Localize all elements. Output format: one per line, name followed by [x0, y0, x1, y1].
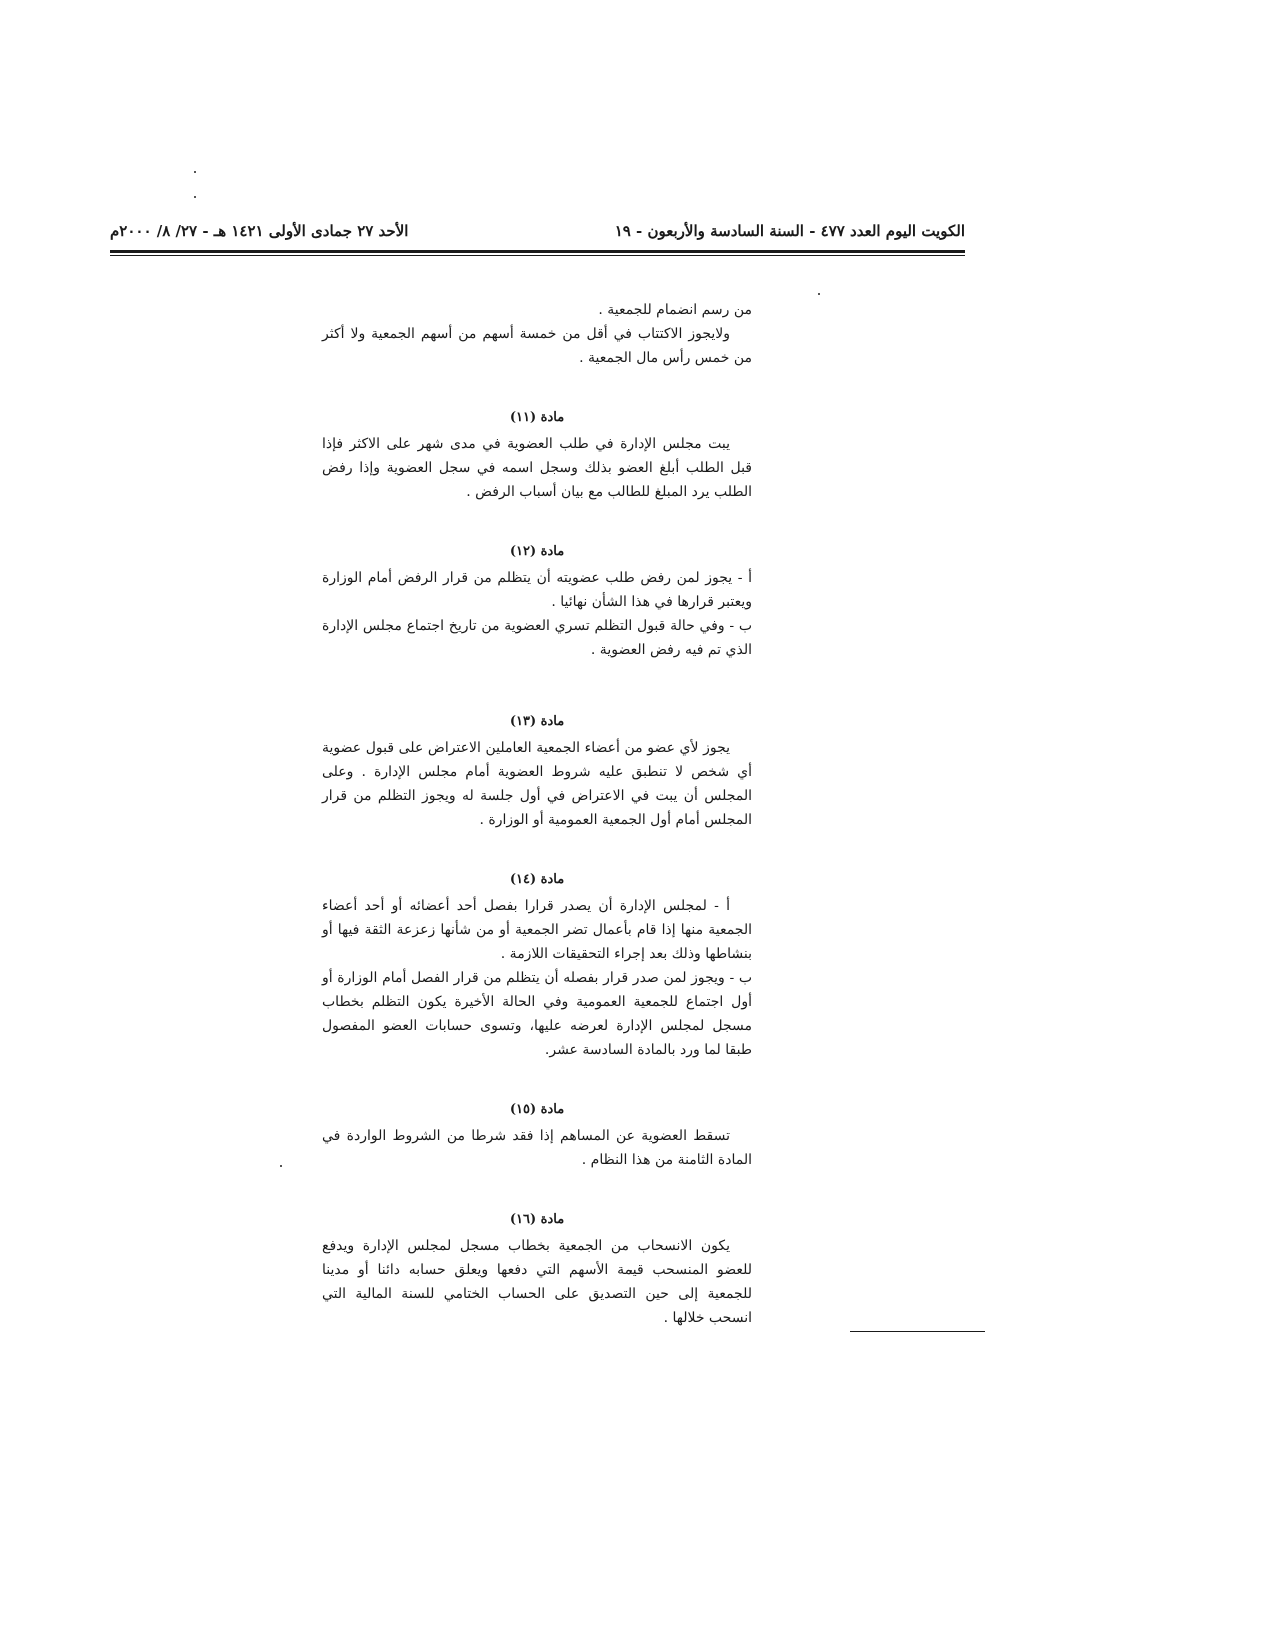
header-rule — [110, 250, 965, 253]
article-14 — [322, 868, 752, 1062]
article-13 — [322, 710, 752, 832]
article-title: مادة (١٤) — [509, 872, 565, 887]
article-paragraph: يجوز لأي عضو من أعضاء الجمعية العاملين الاعتراض على قبول عضوية أي شخص لا تنطبق عليه شروط العضوية أمام مجلس الإدارة . وعلى المجلس أن يبت في الاعتراض في أول جلسة له ويجوز التظلم من قرار المجلس أمام أول الجمعية العمومية أو الوزارة . — [322, 740, 752, 828]
article-paragraph: يكون الانسحاب من الجمعية بخطاب مسجل لمجلس الإدارة ويدفع للعضو المنسحب قيمة الأسهم التي دفعها ويعلق حسابه دائنا أو مدينا للجمعية إلى حين التصديق على الحساب الختامي للسنة المالية التي انسحب خلالها . — [322, 1238, 752, 1326]
article-paragraph: أ - يجوز لمن رفض طلب عضويته أن يتظلم من قرار الرفض أمام الوزارة ويعتبر قرارها في هذا الشأن نهائيا . — [322, 570, 752, 610]
scan-speck — [194, 171, 196, 173]
article-paragraph: تسقط العضوية عن المساهم إذا فقد شرطا من الشروط الواردة في المادة الثامنة من هذا النظام . — [322, 1128, 752, 1168]
article-title: مادة (١٢) — [509, 544, 565, 559]
intro-paragraph: ولايجوز الاكتتاب في أقل من خمسة أسهم من أسهم الجمعية ولا أكثر من خمس رأس مال الجمعية . — [322, 326, 752, 366]
issue-date: الأحد ٢٧ جمادى الأولى ١٤٢١ هـ - ٢٧/ ٨/ ٢٠٠٠م — [110, 222, 409, 240]
article-paragraph: ب - وفي حالة قبول التظلم تسري العضوية من تاريخ اجتماع مجلس الإدارة الذي تم فيه رفض العضوية . — [322, 618, 752, 658]
article-title: مادة (١١) — [509, 410, 565, 425]
publication-info: الكويت اليوم العدد ٤٧٧ - السنة السادسة والأربعون - ١٩ — [614, 222, 965, 240]
article-paragraph: يبت مجلس الإدارة في طلب العضوية في مدى شهر على الاكثر فإذا قبل الطلب أبلغ العضو بذلك وسجل اسمه في سجل العضوية وإذا رفض الطلب يرد المبلغ للطالب مع بيان أسباب الرفض . — [322, 436, 752, 500]
text-column — [322, 298, 752, 1330]
article-11 — [322, 406, 752, 504]
scan-speck — [280, 1165, 282, 1167]
page-header — [110, 222, 965, 248]
intro-block — [322, 298, 752, 370]
article-title: مادة (١٦) — [509, 1212, 565, 1227]
article-title: مادة (١٣) — [509, 714, 565, 729]
article-paragraph: ب - ويجوز لمن صدر قرار بفصله أن يتظلم من قرار الفصل أمام الوزارة أو أول اجتماع للجمعية العمومية وفي الحالة الأخيرة يكون التظلم بخطاب مسجل لمجلس الإدارة لعرضه عليها، وتسوى حسابات العضو المفصول طبقا لما ورد بالمادة السادسة عشر. — [322, 970, 752, 1058]
article-paragraph: أ - لمجلس الإدارة أن يصدر قرارا بفصل أحد أعضائه أو أحد أعضاء الجمعية منها إذا قام بأعمال تضر الجمعية أو من شأنها زعزعة الثقة فيها أو بنشاطها وذلك بعد إجراء التحقيقات اللازمة . — [322, 898, 752, 962]
header-rule-thin — [110, 255, 965, 256]
intro-line: من رسم انضمام للجمعية . — [598, 302, 752, 318]
article-15 — [322, 1098, 752, 1172]
footer-rule — [850, 1331, 985, 1332]
article-16 — [322, 1208, 752, 1330]
article-title: مادة (١٥) — [509, 1102, 565, 1117]
article-12 — [322, 540, 752, 662]
scan-speck — [818, 293, 820, 295]
scan-speck — [194, 196, 196, 198]
